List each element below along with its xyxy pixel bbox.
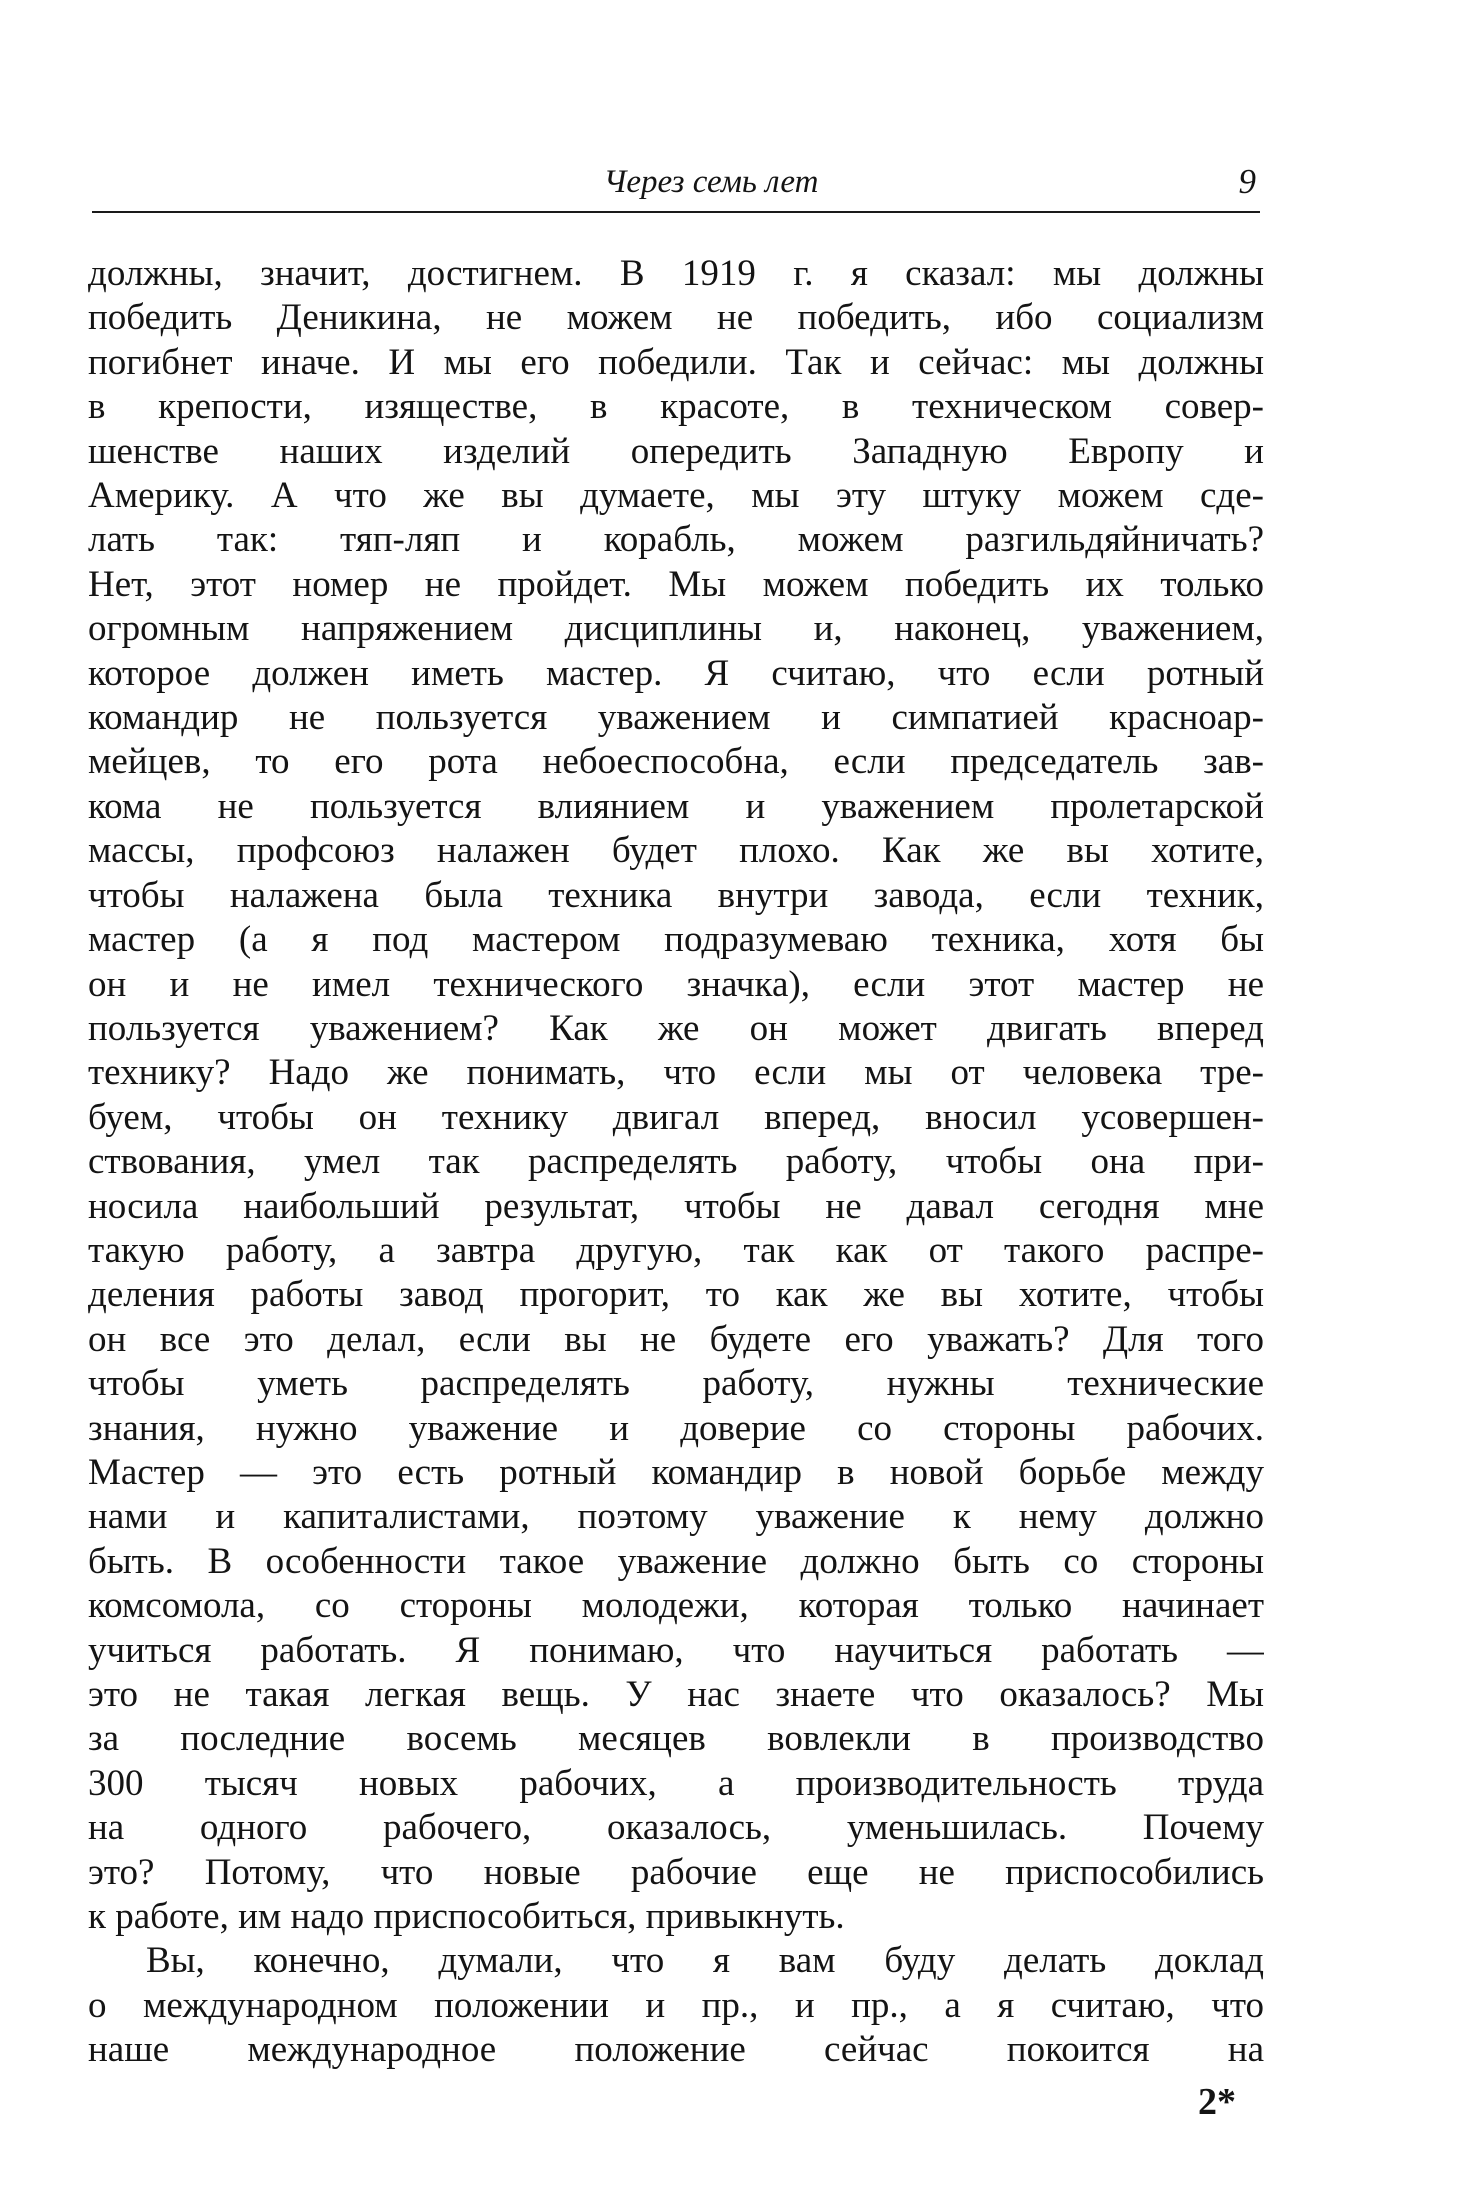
text-line: пользуется уважением? Как же он может двигать вперед <box>88 1007 1264 1049</box>
text-line: это не такая легкая вещь. У нас знаете что оказалось? Мы <box>88 1674 1264 1715</box>
text-line: чтобы уметь распределять работу, нужны технические <box>88 1363 1264 1405</box>
text-line: он и не имел технического значка), если этот мастер не <box>88 963 1264 1005</box>
text-line: буем, чтобы он технику двигал вперед, вносил усовершен- <box>88 1096 1264 1138</box>
body-text <box>88 252 1264 2073</box>
text-line: носила наибольший результат, чтобы не давал сегодня мне <box>88 1185 1264 1227</box>
text-line: победить Деникина, не можем не победить, ибо социализм <box>88 297 1264 339</box>
text-line: он все это делал, если вы не будете его уважать? Для того <box>88 1318 1264 1360</box>
text-line: погибнет иначе. И мы его победили. Так и сейчас: мы должны <box>88 341 1264 383</box>
text-line: кома не пользуется влиянием и уважением пролетарской <box>88 785 1264 827</box>
text-line: комсомола, со стороны молодежи, которая только начинает <box>88 1585 1264 1627</box>
text-line: должны, значит, достигнем. В 1919 г. я сказал: мы должны <box>88 253 1264 294</box>
text-line: лать так: тяп-ляп и корабль, можем разгильдяйничать? <box>88 519 1264 561</box>
text-line: массы, профсоюз налажен будет плохо. Как же вы хотите, <box>88 830 1264 872</box>
text-line: шенстве наших изделий опередить Западную Европу и <box>88 430 1264 472</box>
text-line: к работе, им надо приспособиться, привыкнуть. <box>88 1896 845 1938</box>
text-line: учиться работать. Я понимаю, что научиться работать — <box>88 1629 1264 1671</box>
page-number: 9 <box>1238 162 1256 201</box>
text-line: на одного рабочего, оказалось, уменьшилась. Почему <box>88 1807 1264 1849</box>
text-line: мастер (а я под мастером подразумеваю техника, хотя бы <box>88 919 1264 961</box>
signature-mark: 2* <box>1198 2081 1236 2123</box>
paragraph-1 <box>88 252 1264 1939</box>
text-line: чтобы налажена была техника внутри завода, если техник, <box>88 874 1264 916</box>
text-line: наше международное положение сейчас покоится на <box>88 2029 1264 2071</box>
text-line: быть. В особенности такое уважение должно быть со стороны <box>88 1540 1264 1582</box>
text-line: мейцев, то его рота небоеспособна, если председатель зав- <box>88 741 1264 783</box>
text-line: о международном положении и пр., и пр., а я считаю, что <box>88 1984 1264 2026</box>
text-line: за последние восемь месяцев вовлекли в производство <box>88 1718 1264 1760</box>
text-line: деления работы завод прогорит, то как же вы хотите, чтобы <box>88 1274 1264 1316</box>
text-line: которое должен иметь мастер. Я считаю, что если ротный <box>88 652 1264 694</box>
text-line: огромным напряжением дисциплины и, наконец, уважением, <box>88 608 1264 650</box>
text-line: такую работу, а завтра другую, так как от такого распре- <box>88 1229 1264 1271</box>
text-line: Мастер — это есть ротный командир в новой борьбе между <box>88 1451 1264 1493</box>
text-line: командир не пользуется уважением и симпатией красноар- <box>88 697 1264 739</box>
text-line: это? Потому, что новые рабочие еще не приспособились <box>88 1851 1264 1893</box>
text-line: Вы, конечно, думали, что я вам буду делать доклад <box>146 1940 1264 1982</box>
text-line: ствования, умел так распределять работу, чтобы она при- <box>88 1141 1264 1183</box>
header-rule <box>92 211 1260 213</box>
text-line: в крепости, изяществе, в красоте, в техническом совер- <box>88 386 1264 428</box>
text-line: нами и капиталистами, поэтому уважение к нему должно <box>88 1496 1264 1538</box>
text-line: 300 тысяч новых рабочих, а производительность труда <box>88 1762 1264 1804</box>
text-line: Нет, этот номер не пройдет. Мы можем победить их только <box>88 563 1264 605</box>
paragraph-2 <box>88 1939 1264 2072</box>
running-title: Через семь лет <box>603 164 819 200</box>
text-line: технику? Надо же понимать, что если мы от человека тре- <box>88 1052 1264 1094</box>
running-header <box>92 160 1260 210</box>
text-line: знания, нужно уважение и доверие со стороны рабочих. <box>88 1407 1264 1449</box>
text-line: Америку. А что же вы думаете, мы эту штуку можем сде- <box>88 475 1264 517</box>
